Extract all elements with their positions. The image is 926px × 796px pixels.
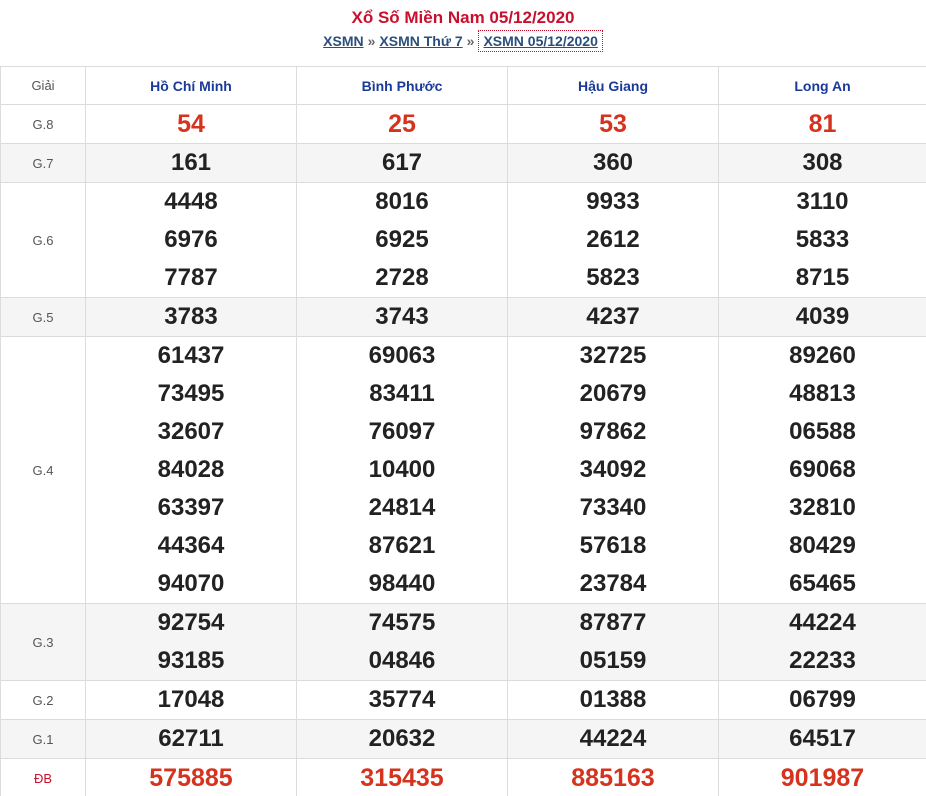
prize-number: 161 — [170, 149, 212, 176]
prize-number: 20679 — [579, 380, 647, 407]
prize-number: 69068 — [789, 456, 856, 483]
prize-number: 901987 — [780, 764, 865, 792]
prize-number: 57618 — [579, 532, 647, 559]
prize-cell — [508, 183, 719, 298]
breadcrumb-xsmn-thu-7[interactable]: XSMN Thứ 7 — [379, 33, 463, 49]
prize-number: 92754 — [157, 609, 225, 636]
table-row — [1, 144, 926, 183]
prize-cell — [508, 720, 719, 759]
prize-number: 69063 — [368, 342, 436, 369]
prize-number: 8016 — [375, 188, 429, 215]
prize-number: 5833 — [795, 226, 850, 253]
prize-number: 35774 — [368, 686, 436, 713]
prize-number: 7787 — [164, 264, 218, 291]
table-row — [1, 681, 926, 720]
prize-number: 05159 — [579, 647, 647, 674]
column-header-hau-giang: Hậu Giang — [508, 67, 719, 105]
prize-number: 3110 — [796, 188, 849, 215]
prize-cell — [719, 759, 926, 796]
prize-cell — [719, 337, 926, 604]
prize-number: 01388 — [579, 686, 647, 713]
prize-number: 97862 — [579, 418, 647, 445]
prize-cell — [297, 759, 508, 796]
prize-number: 575885 — [149, 764, 233, 792]
prize-number: 44364 — [157, 532, 225, 559]
prize-number: 885163 — [571, 764, 655, 792]
prize-number: 48813 — [789, 380, 856, 407]
prize-number: 62711 — [158, 725, 224, 752]
prize-cell — [719, 720, 926, 759]
prize-number: 34092 — [579, 456, 647, 483]
results-table — [0, 66, 926, 796]
prize-number: 360 — [592, 149, 634, 176]
prize-cell — [297, 604, 508, 681]
prize-cell — [508, 298, 719, 337]
prize-cell — [508, 759, 719, 796]
prize-cell — [86, 759, 297, 796]
prize-label: G.6 — [1, 183, 86, 298]
prize-number: 53 — [599, 110, 627, 138]
prize-number: 06588 — [789, 418, 856, 445]
prize-cell — [86, 144, 297, 183]
page-header — [0, 0, 926, 66]
prize-label: G.2 — [1, 681, 86, 720]
prize-cell — [508, 144, 719, 183]
prize-number: 94070 — [157, 570, 225, 597]
prize-number: 44224 — [789, 609, 856, 636]
prize-cell — [86, 604, 297, 681]
prize-cell — [719, 105, 926, 144]
prize-number: 80429 — [789, 532, 856, 559]
prize-cell — [297, 720, 508, 759]
prize-number: 74575 — [368, 609, 436, 636]
column-header-giai: Giải — [1, 67, 86, 105]
column-header-ho-chi-minh: Hồ Chí Minh — [86, 67, 297, 105]
prize-cell — [297, 298, 508, 337]
prize-number: 64517 — [789, 725, 856, 752]
prize-number: 87877 — [579, 609, 647, 636]
results-body — [1, 105, 926, 796]
table-row — [1, 720, 926, 759]
prize-label: G.4 — [1, 337, 86, 604]
prize-number: 24814 — [368, 494, 436, 521]
prize-number: 89260 — [789, 342, 856, 369]
prize-number: 23784 — [579, 570, 647, 597]
prize-number: 3783 — [164, 303, 218, 330]
prize-number: 2612 — [586, 226, 640, 253]
page-title: Xổ Số Miền Nam 05/12/2020 — [351, 8, 575, 27]
prize-number: 06799 — [789, 686, 856, 713]
prize-cell — [86, 681, 297, 720]
prize-number: 81 — [808, 110, 837, 138]
prize-number: 73340 — [579, 494, 647, 521]
prize-cell — [297, 681, 508, 720]
prize-cell — [508, 105, 719, 144]
table-row — [1, 759, 926, 796]
breadcrumb — [0, 31, 926, 51]
prize-number: 6976 — [164, 226, 218, 253]
prize-number: 61437 — [157, 342, 225, 369]
prize-number: 22233 — [789, 647, 856, 674]
prize-cell — [86, 183, 297, 298]
prize-number: 87621 — [368, 532, 436, 559]
prize-number: 10400 — [368, 456, 436, 483]
prize-label: G.7 — [1, 144, 86, 183]
prize-number: 6925 — [375, 226, 429, 253]
prize-cell — [508, 337, 719, 604]
prize-label: G.1 — [1, 720, 86, 759]
prize-number: 98440 — [368, 570, 436, 597]
table-header-row — [1, 67, 926, 105]
breadcrumb-separator: » — [367, 33, 376, 49]
prize-cell — [297, 337, 508, 604]
prize-number: 315435 — [360, 764, 444, 792]
prize-number: 93185 — [157, 647, 225, 674]
prize-label: G.8 — [1, 105, 86, 144]
breadcrumb-xsmn[interactable]: XSMN — [323, 33, 364, 49]
prize-number: 32810 — [789, 494, 856, 521]
prize-cell — [719, 144, 926, 183]
prize-number: 4039 — [795, 303, 850, 330]
prize-cell — [297, 144, 508, 183]
column-header-long-an: Long An — [719, 67, 926, 105]
prize-cell — [297, 183, 508, 298]
prize-cell — [719, 681, 926, 720]
prize-cell — [86, 720, 297, 759]
prize-number: 63397 — [157, 494, 225, 521]
prize-number: 54 — [177, 110, 205, 138]
table-row — [1, 105, 926, 144]
prize-number: 76097 — [368, 418, 436, 445]
prize-number: 617 — [381, 149, 423, 176]
prize-number: 4237 — [586, 303, 640, 330]
table-row — [1, 337, 926, 604]
prize-cell — [86, 298, 297, 337]
prize-number: 9933 — [586, 188, 640, 215]
prize-number: 44224 — [579, 725, 647, 752]
prize-number: 20632 — [368, 725, 436, 752]
prize-number: 5823 — [586, 264, 640, 291]
prize-number: 3743 — [375, 303, 429, 330]
breadcrumb-current-date[interactable]: XSMN 05/12/2020 — [478, 30, 602, 52]
prize-cell — [719, 604, 926, 681]
prize-number: 04846 — [368, 647, 436, 674]
prize-label: G.3 — [1, 604, 86, 681]
prize-number: 8715 — [795, 264, 850, 291]
table-row — [1, 298, 926, 337]
prize-number: 2728 — [375, 264, 429, 291]
prize-number: 32607 — [157, 418, 225, 445]
prize-cell — [86, 105, 297, 144]
prize-label: G.5 — [1, 298, 86, 337]
table-row — [1, 183, 926, 298]
prize-label: ĐB — [1, 759, 86, 796]
prize-number: 73495 — [157, 380, 225, 407]
prize-cell — [86, 337, 297, 604]
prize-number: 65465 — [789, 570, 856, 597]
prize-number: 83411 — [369, 380, 435, 407]
prize-number: 17048 — [157, 686, 225, 713]
breadcrumb-separator: » — [466, 33, 475, 49]
prize-number: 84028 — [157, 456, 225, 483]
column-header-binh-phuoc: Bình Phước — [297, 67, 508, 105]
prize-number: 4448 — [164, 188, 218, 215]
table-row — [1, 604, 926, 681]
prize-cell — [508, 681, 719, 720]
prize-cell — [508, 604, 719, 681]
prize-number: 308 — [802, 149, 843, 176]
prize-cell — [297, 105, 508, 144]
prize-cell — [719, 298, 926, 337]
prize-cell — [719, 183, 926, 298]
prize-number: 25 — [388, 110, 416, 138]
prize-number: 32725 — [579, 342, 647, 369]
